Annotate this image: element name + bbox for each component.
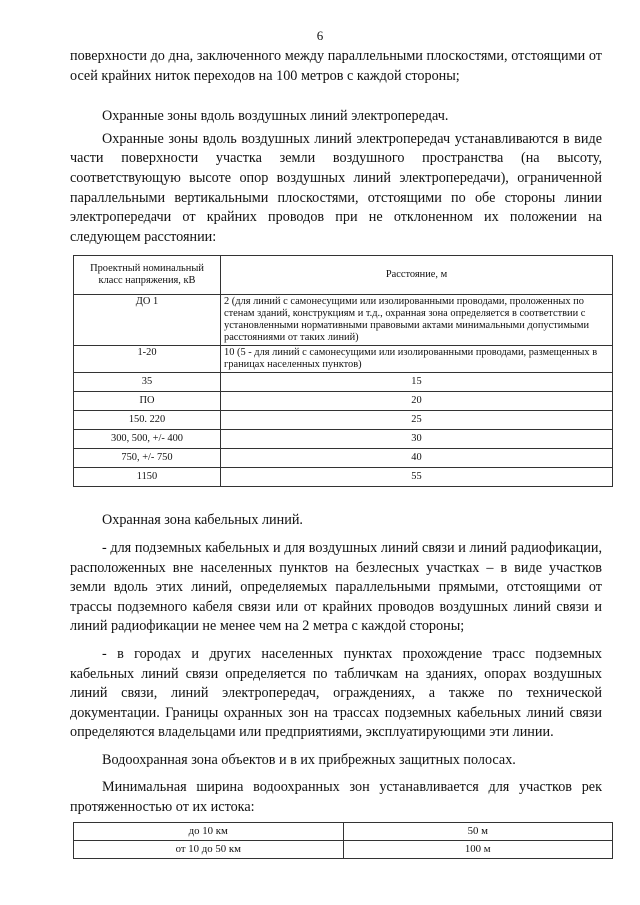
distance-cell: 25 xyxy=(221,411,613,430)
table-row xyxy=(74,392,613,411)
table-row xyxy=(74,468,613,487)
heading-air-lines: Охранные зоны вдоль воздушных линий электропередач. xyxy=(102,108,449,125)
distance-cell: 20 xyxy=(221,392,613,411)
zone-width-cell: 100 м xyxy=(343,840,613,858)
paragraph-air-lines: Охранные зоны вдоль воздушных линий электропередач устанавливаются в виде части поверхности участка земли воздушного пространства (на высоту, соответствующую высоте опор воздушных линий электропередачи), ограниченной параллельными вертикальными плоскостями, отстоящими по обе стороны линии электропередачи от крайних проводов при не отклоненном их положении на следующем расстоянии: xyxy=(70,130,602,245)
distance-cell: 2 (для линий с самонесущими или изолированными проводами, проложенных по стенам зданий, конструкциям и т.д., охранная зона определяется в соответствии с установленными нормативными правовыми актами минимальными допустимыми расстояниями от таких линий) xyxy=(221,295,613,346)
table-row xyxy=(74,840,613,858)
voltage-cell: ДО 1 xyxy=(74,295,221,346)
heading-cable-lines: Охранная зона кабельных линий. xyxy=(102,512,303,529)
document-body xyxy=(70,47,602,859)
voltage-distance-table xyxy=(73,255,613,487)
voltage-cell: 35 xyxy=(74,373,221,392)
distance-cell: 15 xyxy=(221,373,613,392)
distance-cell: 40 xyxy=(221,449,613,468)
voltage-cell: 300, 500, +/- 400 xyxy=(74,430,221,449)
column-header-voltage: Проектный номинальный класс напряжения, кВ xyxy=(74,256,221,295)
table-header-row xyxy=(74,256,613,295)
river-length-cell: до 10 км xyxy=(74,822,344,840)
paragraph-cable-urban: - в городах и других населенных пунктах прохождение трасс подземных кабельных линий связи определяется по табличкам на зданиях, опорах воздушных линий связи, линий электропередач, ограждениях, а также по технической документации. Границы охранных зон на трассах подземных кабельных линий связи определяются владельцами или предприятиями, эксплуатирующими эти линии. xyxy=(70,645,602,741)
table-row xyxy=(74,373,613,392)
distance-cell: 30 xyxy=(221,430,613,449)
page-number: 6 xyxy=(316,28,324,43)
paragraph-water-width: Минимальная ширина водоохранных зон устанавливается для участков рек протяженностью от их истока: xyxy=(70,779,602,816)
table-row xyxy=(74,430,613,449)
paragraph-crossings: поверхности до дна, заключенного между параллельными плоскостями, отстоящими от осей крайних ниток переходов на 100 метров с каждой стороны; xyxy=(70,48,602,84)
table-row xyxy=(74,822,613,840)
table-row xyxy=(74,346,613,373)
voltage-cell: 150. 220 xyxy=(74,411,221,430)
voltage-cell: ПО xyxy=(74,392,221,411)
distance-cell: 10 (5 - для линий с самонесущими или изолированными проводами, размещенных в границах населенных пунктов) xyxy=(221,346,613,373)
voltage-cell: 1150 xyxy=(74,468,221,487)
heading-water-zones: Водоохранная зона объектов и в их прибрежных защитных полосах. xyxy=(102,751,516,768)
voltage-cell: 750, +/- 750 xyxy=(74,449,221,468)
column-header-distance: Расстояние, м xyxy=(221,256,613,295)
river-length-cell: от 10 до 50 км xyxy=(74,840,344,858)
voltage-cell: 1-20 xyxy=(74,346,221,373)
paragraph-cable-rural: - для подземных кабельных и для воздушных линий связи и линий радиофикации, расположенных вне населенных пунктов на безлесных участках – в виде участков земли вдоль этих линий, определяемых параллельными прямыми, отстоящими от трассы подземного кабеля связи или от крайних проводов воздушных линий связи и линий радиофикации не менее чем на 2 метра с каждой стороны; xyxy=(70,539,602,635)
table-row xyxy=(74,295,613,346)
table-row xyxy=(74,449,613,468)
table-row xyxy=(74,411,613,430)
distance-cell: 55 xyxy=(221,468,613,487)
water-zone-table xyxy=(73,822,613,859)
zone-width-cell: 50 м xyxy=(343,822,613,840)
